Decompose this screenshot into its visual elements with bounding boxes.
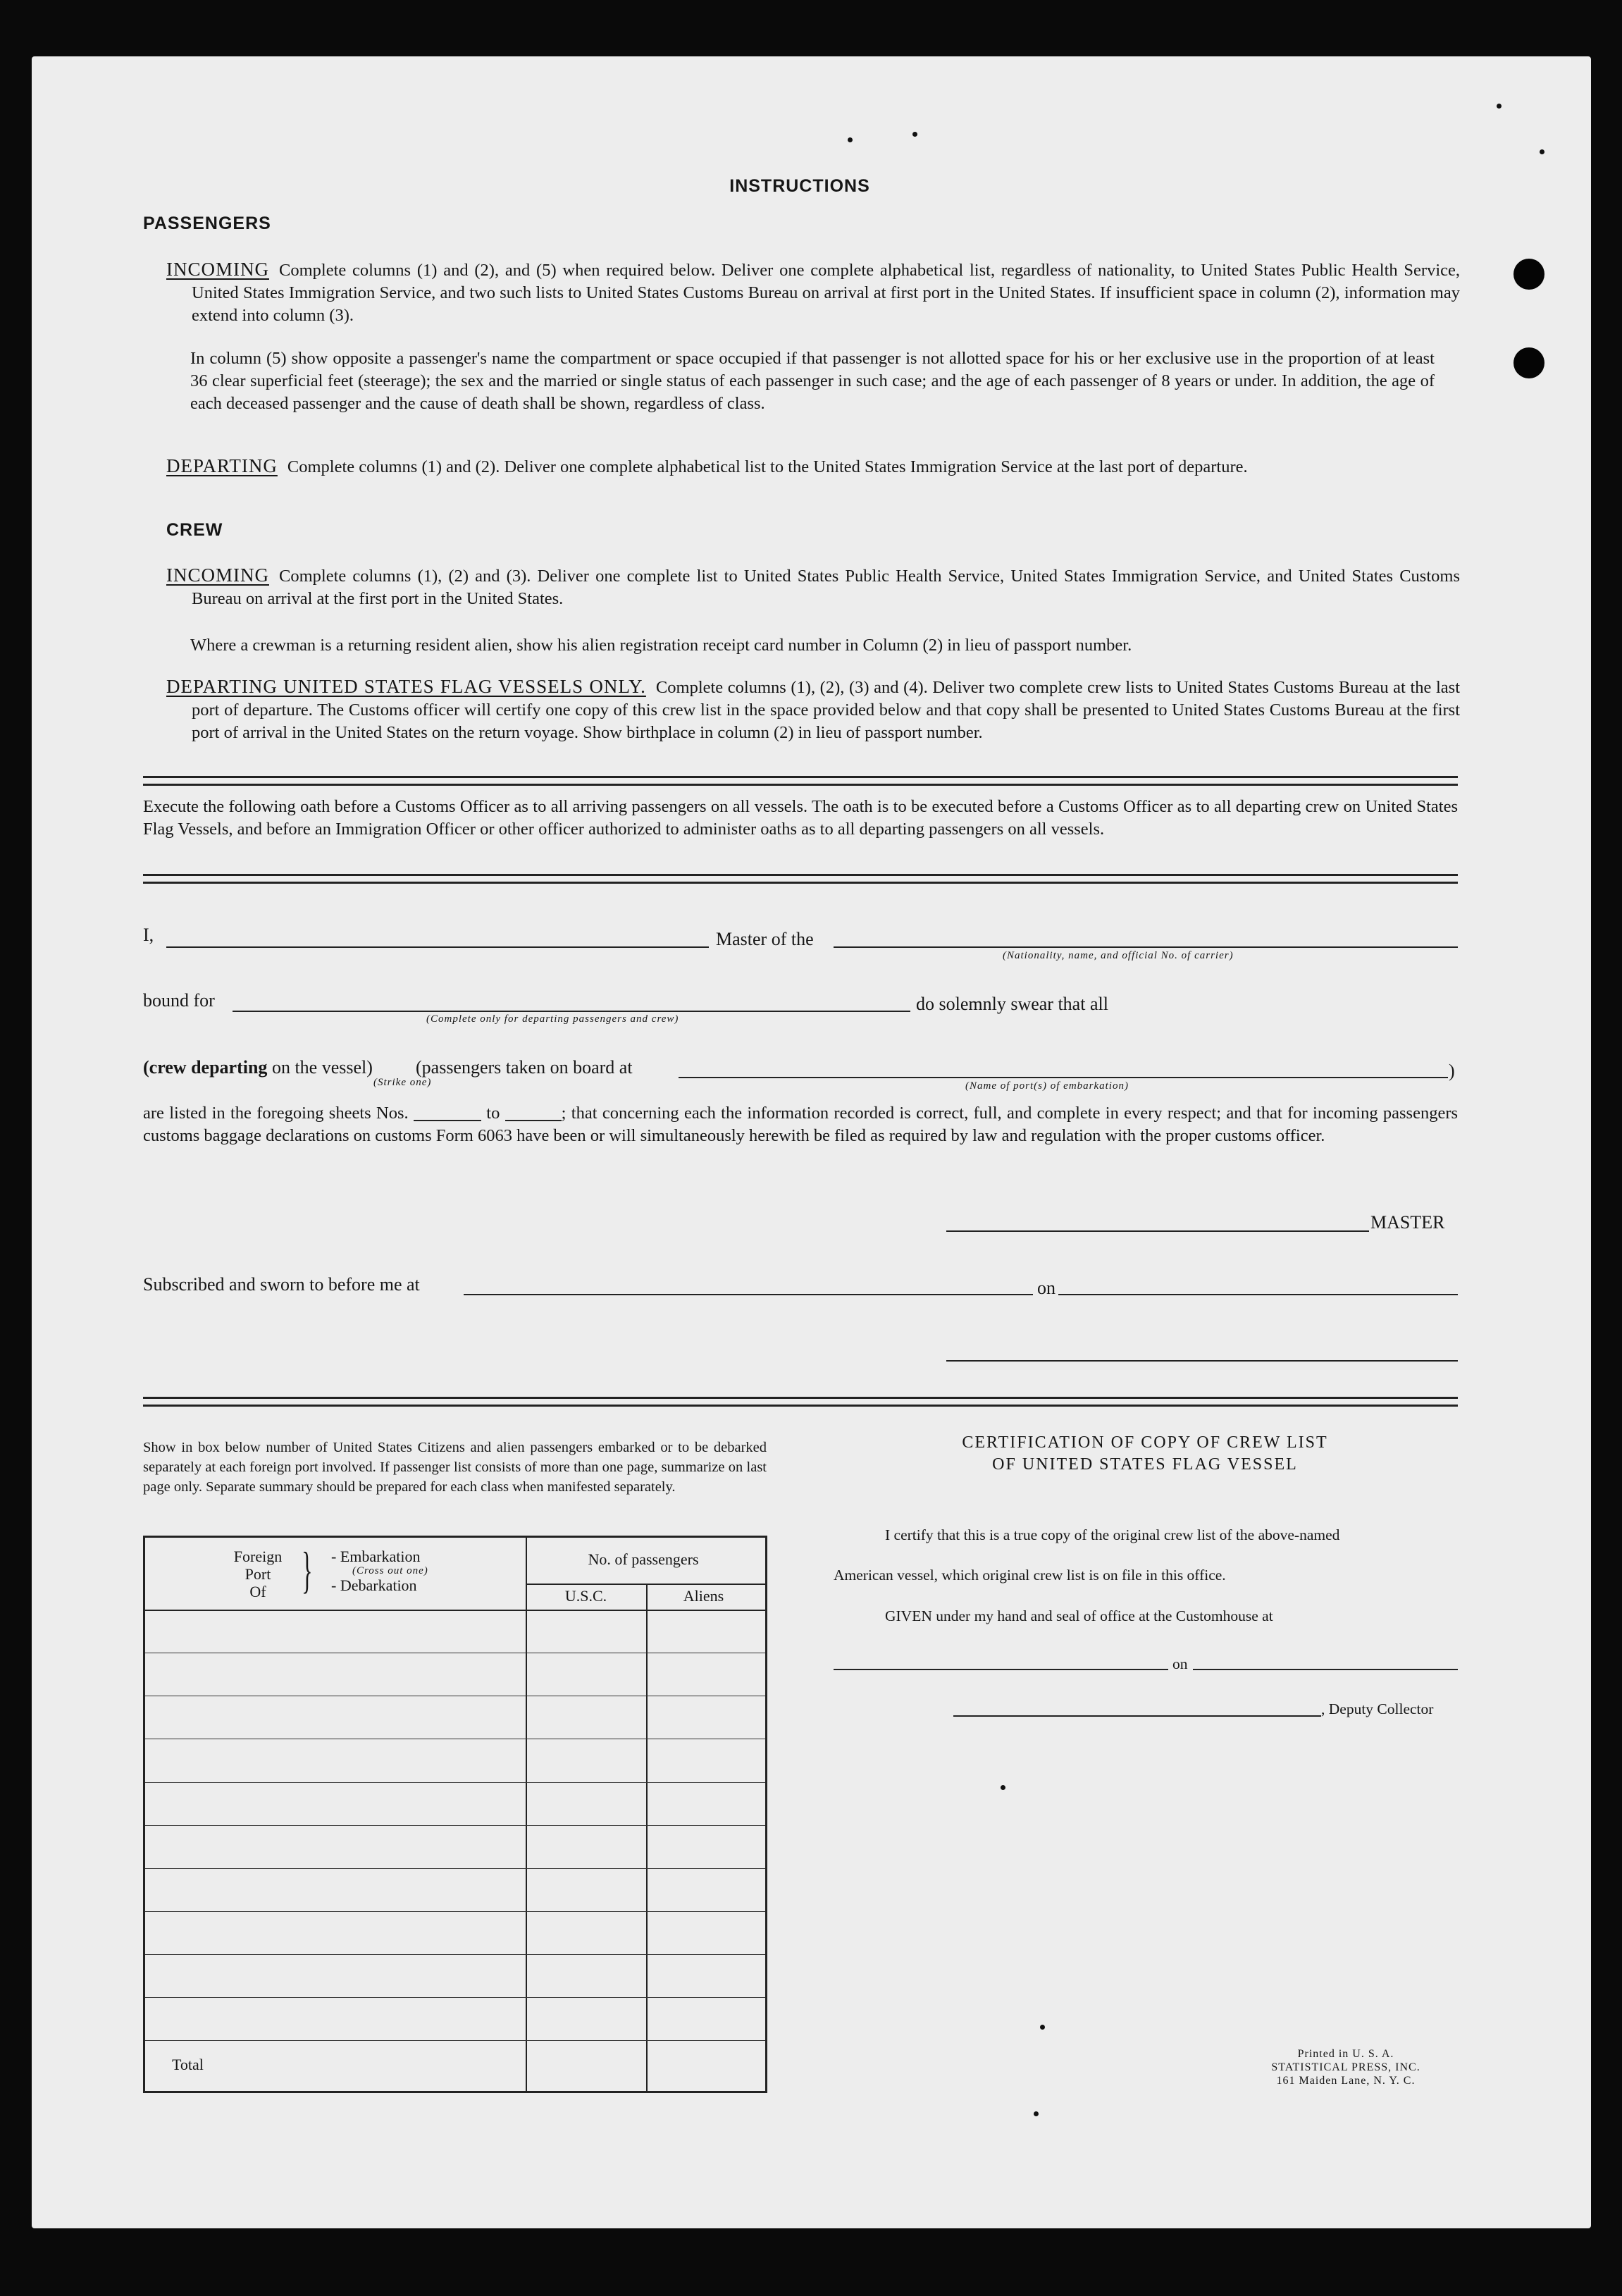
punch-hole-bottom [1513,347,1544,378]
speck [848,137,853,142]
strike-one-caption: (Strike one) [373,1077,432,1088]
passengers-taken-label: (passengers taken on board at [416,1057,633,1078]
table-row-line [145,1954,765,1955]
sworn-place-field[interactable] [464,1294,1033,1295]
speck [912,132,917,137]
embarkation-ports-field[interactable] [679,1077,1448,1078]
crew-incoming-paragraph [166,564,1460,610]
printer-line-3: 161 Maiden Lane, N. Y. C. [1276,2075,1416,2087]
listed-paragraph [143,1102,1458,1147]
crew-incoming-text: Complete columns (1), (2) and (3). Deliver one complete list to United States Public Health Service, United States Immigration Service, and United States Customs Bureau on arrival at the first port in the United States. [192,567,1460,608]
printer-line-2: STATISTICAL PRESS, INC. [1271,2061,1420,2073]
foreign-text: Foreign [233,1548,283,1565]
certify-on-label: on [1172,1655,1188,1672]
bound-for-caption: (Complete only for departing passengers and crew) [426,1013,679,1025]
flag-vessels-lead: DEPARTING UNITED STATES FLAG VESSELS ONLY. [166,676,646,697]
officer-signature-field[interactable] [946,1360,1458,1362]
incoming-lead: INCOMING [166,259,269,280]
embarkation-option: - Embarkation [331,1548,421,1565]
sheet-from-field[interactable] [414,1104,481,1121]
aliens-header: Aliens [683,1587,724,1605]
divider [143,874,1458,884]
flag-vessels-text: Complete columns (1), (2), (3) and (4). Deliver two complete crew lists to United States Customs Bureau at the last port of departure. The Customs officer will certify one copy of this crew list in the space provided below and that copy shall be presented to United States Customs Bureau at the first port of arrival in the United States on the return voyage. Show birthplace in column (2) in lieu of passport number. [192,678,1460,742]
no-of-passengers-header: No. of passengers [588,1550,699,1568]
certification-heading [867,1432,1423,1476]
passenger-incoming-paragraph [166,258,1460,327]
table-row-line [145,1868,765,1869]
embarkation-options [331,1548,428,1594]
master-name-field[interactable] [166,946,709,948]
speck [1001,1785,1005,1790]
departing-text: Complete columns (1) and (2). Deliver one complete alphabetical list to the United States Immigration Service at the last port of departure. [287,457,1248,476]
printer-line-1: Printed in U. S. A. [1297,2048,1394,2060]
departing-lead: DEPARTING [166,455,278,476]
punch-hole-top [1513,259,1544,290]
cross-out-caption: (Cross out one) [352,1565,428,1576]
i-label: I, [143,925,154,945]
flag-vessels-paragraph [166,675,1460,744]
of-text: Of [249,1583,266,1600]
speck [1497,104,1502,109]
table-row-line [145,1782,765,1783]
certify-line-1: I certify that this is a true copy of the original crew list of the above-named [885,1526,1340,1543]
crewman-paragraph: Where a crewman is a returning resident alien, show his alien registration receipt card number in Column (2) in lieu of passport number. [190,636,1132,655]
master-label: MASTER [1370,1212,1445,1233]
speck [1034,2111,1039,2116]
sworn-on-label: on [1037,1278,1055,1298]
usc-header: U.S.C. [564,1587,607,1605]
deputy-collector-signature-field[interactable] [953,1715,1321,1717]
bound-for-label: bound for [143,990,215,1011]
customhouse-field[interactable] [834,1669,1168,1670]
table-row-line [145,1825,765,1826]
summary-note: Show in box below number of United States Citizens and alien passengers embarked or to be debarked separately at each foreign port involved. If passenger list consists of more than one page, summarize on last page only. Separate summary should be prepared for each class when manifested separately. [143,1440,767,1495]
port-text: Port [244,1565,271,1583]
column5-paragraph: In column (5) show opposite a passenger's name the compartment or space occupied if that passenger is not allotted space for his or her exclusive use in the proportion of at least 36 clear superficial feet (steerage); the sex and the married or single status of each passenger in such case; and the age of each passenger of 8 years or under. In addition, the age of each deceased passenger and the cause of death shall be shown, regardless of class. [190,349,1435,413]
carrier-caption: (Nationality, name, and official No. of carrier) [1003,950,1234,961]
debarkation-option: - Debarkation [331,1576,417,1594]
incoming-text: Complete columns (1) and (2), and (5) when required below. Deliver one complete alphabetical list, regardless of nationality, to United States Public Health Service, United States Immigration Service, and two such lists to United States Customs Bureau on arrival at first port in the United States. If insufficient space in column (2), information may extend into column (3). [192,261,1460,325]
oath-intro: Execute the following oath before a Customs Officer as to all arriving passengers on all vessels. The oath is to be executed before a Customs Officer as to all departing crew on United States Flag Vessels, and before an Immigration Officer or other officer authorized to administer oaths as to all departing passengers on all vessels. [143,797,1458,839]
master-of-the-label: Master of the [716,929,814,949]
crew-incoming-lead: INCOMING [166,564,269,586]
ports-caption: (Name of port(s) of embarkation) [965,1080,1129,1092]
carrier-field[interactable] [834,946,1458,948]
bound-for-field[interactable] [233,1011,910,1012]
table-header-divider [526,1584,765,1585]
total-label: Total [172,2056,204,2073]
listed-text-2: ; that concerning each the information recorded is correct, full, and complete in every respect; and that for incoming passengers customs baggage declarations on customs Form 6063 have been or will simultaneously herewith be filed as required by law and regulation with the proper customs officer. [143,1104,1459,1145]
master-signature-field[interactable] [946,1230,1369,1232]
subscribed-label: Subscribed and sworn to before me at [143,1274,420,1295]
table-row-line [145,1911,765,1912]
crew-departing-label [143,1057,373,1078]
on-vessel-text: on the vessel) [271,1057,373,1078]
divider [143,776,1458,786]
table-row-line [145,1997,765,1998]
passenger-departing-paragraph [166,455,1460,479]
swear-label: do solemnly swear that all [916,994,1108,1014]
table-header-bottom [145,1610,765,1611]
speck [1040,2025,1045,2030]
instructions-heading: INSTRUCTIONS [729,176,870,196]
certification-heading-2: OF UNITED STATES FLAG VESSEL [992,1455,1298,1474]
certify-line-3: GIVEN under my hand and seal of office at the Customhouse at [885,1607,1273,1624]
brace-icon: } [302,1542,313,1598]
sheet-to-field[interactable] [505,1104,562,1121]
listed-text-1: are listed in the foregoing sheets Nos. [143,1104,409,1123]
speck [1540,149,1544,154]
crew-heading: CREW [166,520,223,540]
table-column-divider [646,1584,648,2091]
crew-departing-text: (crew departing [143,1057,268,1078]
passengers-heading: PASSENGERS [143,214,271,233]
certification-heading-1: CERTIFICATION OF COPY OF CREW LIST [962,1433,1328,1452]
to-label: to [486,1104,500,1123]
close-paren: ) [1449,1061,1455,1081]
table-row-line [145,2040,765,2041]
passenger-summary-table [143,1536,767,2093]
table-column-divider [526,1538,527,2091]
sworn-date-field[interactable] [1058,1294,1458,1295]
divider [143,1397,1458,1407]
certify-date-field[interactable] [1193,1669,1458,1670]
printer-imprint [1226,2047,1466,2087]
deputy-collector-label: , Deputy Collector [1321,1701,1434,1717]
foreign-port-label [216,1548,300,1600]
certify-line-2: American vessel, which original crew list is on file in this office. [834,1567,1226,1584]
